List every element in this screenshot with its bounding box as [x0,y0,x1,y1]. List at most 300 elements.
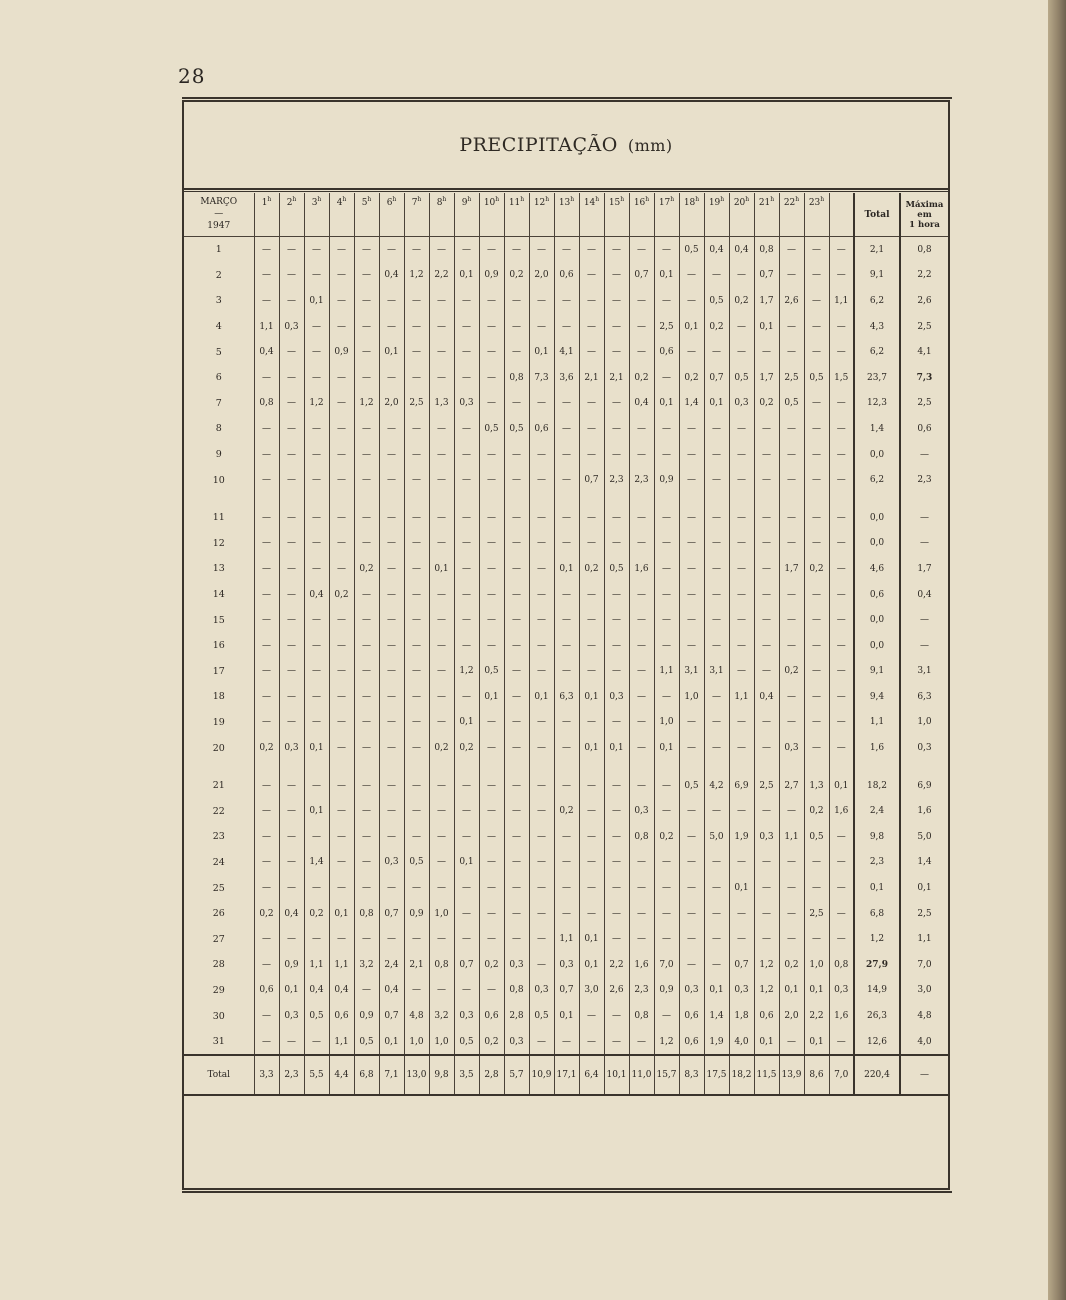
hourly-value: 1,2 [754,952,779,978]
hourly-value: — [354,314,379,340]
hour-suffix: h [670,196,675,203]
hourly-value: 0,3 [454,1003,479,1029]
hourly-value: — [629,875,654,901]
hourly-value: — [504,659,529,685]
spacer-row [184,761,948,773]
hourly-value: 3,1 [704,659,729,685]
hourly-value: — [429,582,454,608]
hourly-value: 1,8 [729,1003,754,1029]
daily-total: 6,2 [854,288,900,314]
hourly-value: — [729,314,754,340]
hourly-value: — [479,850,504,876]
hour-suffix: h [695,196,700,203]
daily-max-hour: 0,8 [900,237,948,263]
hour-suffix: h [595,196,600,203]
hour-number: 23 [808,198,821,208]
hourly-value: — [254,442,279,468]
day-row [184,798,948,824]
hourly-value: — [329,288,354,314]
hourly-value: 0,2 [254,735,279,761]
hourly-value: — [604,659,629,685]
hourly-value: 0,3 [629,798,654,824]
hourly-value: 0,5 [404,850,429,876]
hourly-value: — [329,314,354,340]
daily-max-hour: — [900,505,948,531]
total-row [184,1055,948,1094]
hourly-value: — [354,850,379,876]
hourly-value: — [454,978,479,1004]
hourly-value: 1,1 [304,952,329,978]
hourly-value: — [804,505,829,531]
hourly-value: — [729,850,754,876]
hourly-value: 2,1 [604,365,629,391]
hourly-value: — [829,416,854,442]
spacer-cell [404,761,429,773]
hour-suffix: h [267,196,272,203]
spacer-cell [529,761,554,773]
hourly-value: 1,1 [654,659,679,685]
hourly-value: — [354,978,379,1004]
hourly-value: — [754,850,779,876]
hourly-value: — [554,505,579,531]
hourly-total: 9,8 [429,1055,454,1094]
day-row [184,901,948,927]
hourly-value: — [304,875,329,901]
hourly-value: — [504,314,529,340]
spacer-cell [479,493,504,505]
day-row [184,824,948,850]
hourly-value: — [829,314,854,340]
hourly-value: — [554,735,579,761]
hourly-value: — [379,710,404,736]
hourly-value: — [704,442,729,468]
hour-header [829,193,854,237]
hourly-value: — [629,442,654,468]
hour-suffix: h [570,196,575,203]
daily-total: 9,4 [854,684,900,710]
hourly-value: 0,8 [629,1003,654,1029]
hourly-value: 0,6 [329,1003,354,1029]
hourly-total: 13,0 [404,1055,429,1094]
hourly-value: — [729,926,754,952]
hourly-value: 0,5 [679,773,704,799]
hourly-value: — [279,416,304,442]
hourly-value: — [404,339,429,365]
hourly-value: 0,6 [479,1003,504,1029]
total-header: Total [854,193,900,237]
hourly-value: — [554,659,579,685]
hourly-value: — [779,442,804,468]
hourly-value: — [479,531,504,557]
hourly-value: 0,3 [554,952,579,978]
daily-max-hour: 5,0 [900,824,948,850]
hourly-value: 0,3 [279,1003,304,1029]
max-hour-header [900,193,948,237]
daily-max-hour: — [900,633,948,659]
hourly-value: — [404,875,429,901]
hourly-value: — [454,314,479,340]
hourly-value: — [429,339,454,365]
hourly-value: — [754,659,779,685]
daily-total: 2,3 [854,850,900,876]
hourly-value: — [479,365,504,391]
hourly-value: — [379,926,404,952]
hourly-value: 0,2 [779,659,804,685]
hourly-value: — [704,735,729,761]
spacer-cell [379,493,404,505]
hourly-value: — [754,633,779,659]
hourly-value: — [579,824,604,850]
hourly-value: — [679,607,704,633]
hourly-value: 1,3 [804,773,829,799]
hourly-value: — [804,735,829,761]
hourly-value: — [379,582,404,608]
hourly-value: 2,4 [379,952,404,978]
day-number: 11 [212,512,225,524]
hourly-value: — [279,505,304,531]
spacer-cell [804,761,829,773]
hourly-value: 0,2 [504,263,529,289]
hourly-value: 0,1 [579,684,604,710]
spacer-cell [854,761,900,773]
hourly-value: 0,6 [529,416,554,442]
hourly-value: 0,9 [479,263,504,289]
hourly-value: 0,1 [429,556,454,582]
hourly-value: — [454,875,479,901]
hourly-value: — [329,467,354,493]
daily-total: 6,8 [854,901,900,927]
hourly-value: — [704,798,729,824]
hour-suffix: h [292,196,297,203]
hourly-value: — [629,633,654,659]
day-row [184,926,948,952]
hourly-value: — [554,531,579,557]
hourly-value: — [504,798,529,824]
hourly-value: — [354,710,379,736]
hourly-value: 0,3 [504,952,529,978]
hourly-value: — [829,531,854,557]
hourly-value: — [529,798,554,824]
hourly-value: — [429,773,454,799]
daily-total: 9,1 [854,659,900,685]
hour-number: 1 [261,198,268,208]
hourly-value: — [254,1003,279,1029]
hourly-value: — [404,237,429,263]
day-row [184,339,948,365]
hourly-value: — [254,288,279,314]
hourly-value: — [629,735,654,761]
hourly-value: — [754,505,779,531]
hourly-value: — [479,237,504,263]
hourly-value: 0,1 [704,978,729,1004]
hourly-value: — [304,339,329,365]
hourly-value: — [754,901,779,927]
hourly-value: — [504,633,529,659]
hourly-value: — [404,365,429,391]
hourly-value: — [554,901,579,927]
hourly-value: — [304,556,329,582]
hourly-value: 2,8 [504,1003,529,1029]
hourly-value: — [829,735,854,761]
hourly-value: 0,1 [579,735,604,761]
hour-number: 17 [658,198,671,208]
spacer-cell [754,493,779,505]
hourly-value: — [829,607,854,633]
hourly-value: — [654,365,679,391]
hourly-value: — [479,288,504,314]
hourly-value: — [529,288,554,314]
hourly-value: 0,2 [479,1029,504,1056]
day-number: 26 [212,908,225,920]
hourly-value: 4,1 [554,339,579,365]
hourly-value: — [679,850,704,876]
hour-number: 15 [608,198,621,208]
hourly-value: 0,4 [304,582,329,608]
daily-max-hour: 0,6 [900,416,948,442]
hourly-value: — [829,850,854,876]
hourly-value: — [629,314,654,340]
hourly-value: — [804,633,829,659]
hourly-value: — [804,531,829,557]
hourly-value: — [704,556,729,582]
daily-total: 6,2 [854,339,900,365]
hourly-value: — [504,505,529,531]
hourly-value: — [254,952,279,978]
hourly-value: 2,6 [604,978,629,1004]
hourly-value: 0,7 [554,978,579,1004]
day-row [184,467,948,493]
hourly-value: 0,1 [579,926,604,952]
hourly-value: — [554,582,579,608]
hour-header [604,193,629,237]
hourly-value: — [504,556,529,582]
hourly-value: — [804,263,829,289]
daily-max-hour: 1,0 [900,710,948,736]
hourly-value: 0,9 [654,467,679,493]
hourly-value: — [254,467,279,493]
hourly-value: — [579,339,604,365]
hourly-value: — [554,875,579,901]
hourly-value: 0,4 [254,339,279,365]
day-row [184,442,948,468]
hourly-value: — [679,288,704,314]
month-label: MARÇO [200,197,238,207]
spacer-cell [184,761,254,773]
hour-number: 11 [508,198,521,208]
hour-number: 2 [286,198,293,208]
hourly-value: 0,1 [479,684,504,710]
hourly-value: — [829,633,854,659]
hourly-value: 0,1 [454,710,479,736]
hourly-value: — [704,684,729,710]
spacer-cell [804,493,829,505]
hourly-value: 2,5 [779,365,804,391]
hourly-value: — [679,467,704,493]
max-header-line: Máxima [905,199,944,210]
hourly-value: — [329,850,354,876]
hour-suffix: h [342,196,347,203]
hourly-value: — [429,416,454,442]
hourly-value: — [304,773,329,799]
hourly-value: — [604,505,629,531]
hourly-value: — [579,505,604,531]
hourly-value: — [679,735,704,761]
day-row [184,735,948,761]
hourly-total: 8,6 [804,1055,829,1094]
hourly-value: — [304,824,329,850]
max-header-line: 1 hora [909,219,940,230]
hourly-value: — [704,850,729,876]
hourly-value: 1,2 [304,391,329,417]
hour-header [729,193,754,237]
hourly-value: — [604,798,629,824]
hourly-value: — [479,710,504,736]
daily-max-hour: 1,1 [900,926,948,952]
hourly-value: 0,2 [479,952,504,978]
hourly-value: 1,0 [679,684,704,710]
hourly-value: — [679,710,704,736]
spacer-cell [354,761,379,773]
hourly-value: 0,3 [754,824,779,850]
hourly-value: — [704,531,729,557]
hour-suffix: h [367,196,372,203]
hourly-value: — [654,773,679,799]
hourly-value: — [529,556,554,582]
hourly-value: — [579,901,604,927]
hourly-value: — [304,607,329,633]
hourly-value: — [829,659,854,685]
hourly-value: — [604,901,629,927]
hourly-value: 0,3 [379,850,404,876]
daily-max-hour: 2,2 [900,263,948,289]
hourly-value: 0,9 [329,339,354,365]
hourly-value: 0,7 [754,263,779,289]
hourly-value: — [254,582,279,608]
hourly-value: — [429,314,454,340]
hourly-value: 0,5 [679,237,704,263]
hourly-value: 0,5 [354,1029,379,1056]
hourly-value: — [354,531,379,557]
hour-header [579,193,604,237]
hourly-value: 0,1 [304,288,329,314]
hour-number: 6 [386,198,393,208]
hourly-value: — [804,339,829,365]
hourly-value: — [529,391,554,417]
hourly-value: 0,8 [629,824,654,850]
hourly-value: 0,1 [454,263,479,289]
hourly-value: — [329,659,354,685]
hourly-value: — [479,582,504,608]
spacer-cell [404,493,429,505]
hourly-value: — [579,237,604,263]
hourly-total: 10,1 [604,1055,629,1094]
hourly-value: — [629,505,654,531]
spacer-cell [579,493,604,505]
hourly-value: — [479,391,504,417]
hourly-value: 2,7 [779,773,804,799]
day-row [184,263,948,289]
daily-total: 1,6 [854,735,900,761]
hourly-value: — [654,875,679,901]
hourly-value: — [604,1029,629,1056]
hourly-value: — [729,263,754,289]
hourly-value: — [679,926,704,952]
spacer-cell [654,493,679,505]
hourly-value: — [729,531,754,557]
hourly-value: — [729,505,754,531]
hourly-value: 0,1 [754,314,779,340]
hourly-value: — [654,607,679,633]
hourly-value: — [629,850,654,876]
hourly-value: 6,3 [554,684,579,710]
hourly-value: — [504,684,529,710]
hourly-value: — [779,505,804,531]
hourly-value: — [554,467,579,493]
hourly-value: — [729,798,754,824]
hourly-total: 6,8 [354,1055,379,1094]
hourly-value: — [504,901,529,927]
hourly-value: 0,4 [754,684,779,710]
hourly-value: 1,9 [704,1029,729,1056]
hourly-value: — [829,467,854,493]
daily-max-hour: 3,0 [900,978,948,1004]
daily-max-hour: 1,7 [900,556,948,582]
hourly-value: — [754,926,779,952]
hourly-total: 2,8 [479,1055,504,1094]
hourly-value: 0,3 [729,978,754,1004]
hourly-value: — [779,314,804,340]
hourly-value: — [404,978,429,1004]
hourly-value: — [729,607,754,633]
spacer-cell [829,493,854,505]
spacer-cell [304,493,329,505]
hourly-value: — [579,633,604,659]
hourly-value: 0,5 [479,416,504,442]
hourly-value: — [254,684,279,710]
hourly-value: — [329,798,354,824]
hour-header [254,193,279,237]
hour-suffix: h [317,196,322,203]
hourly-value: — [354,684,379,710]
hourly-value: — [354,263,379,289]
total-row-label: Total [184,1055,254,1094]
hourly-total: 11,0 [629,1055,654,1094]
hourly-value: 0,2 [329,582,354,608]
hourly-value: 1,1 [329,952,354,978]
hourly-total: 11,5 [754,1055,779,1094]
hourly-value: 1,0 [654,710,679,736]
hourly-value: — [554,850,579,876]
hourly-value: 0,7 [454,952,479,978]
hourly-value: — [379,442,404,468]
hourly-value: — [754,442,779,468]
hour-suffix: h [520,196,525,203]
hourly-value: — [629,582,654,608]
hour-header [279,193,304,237]
hourly-value: 2,1 [404,952,429,978]
hourly-value: — [254,850,279,876]
hourly-value: — [279,391,304,417]
hourly-value: — [779,926,804,952]
day-number: 8 [215,423,222,435]
hourly-value: 0,9 [404,901,429,927]
hourly-value: — [654,901,679,927]
hourly-value: 0,4 [379,263,404,289]
max-header-line: em [917,209,932,220]
title-text: PRECIPITAÇÃO [459,134,618,156]
daily-max-hour: 2,5 [900,901,948,927]
spacer-cell [184,493,254,505]
